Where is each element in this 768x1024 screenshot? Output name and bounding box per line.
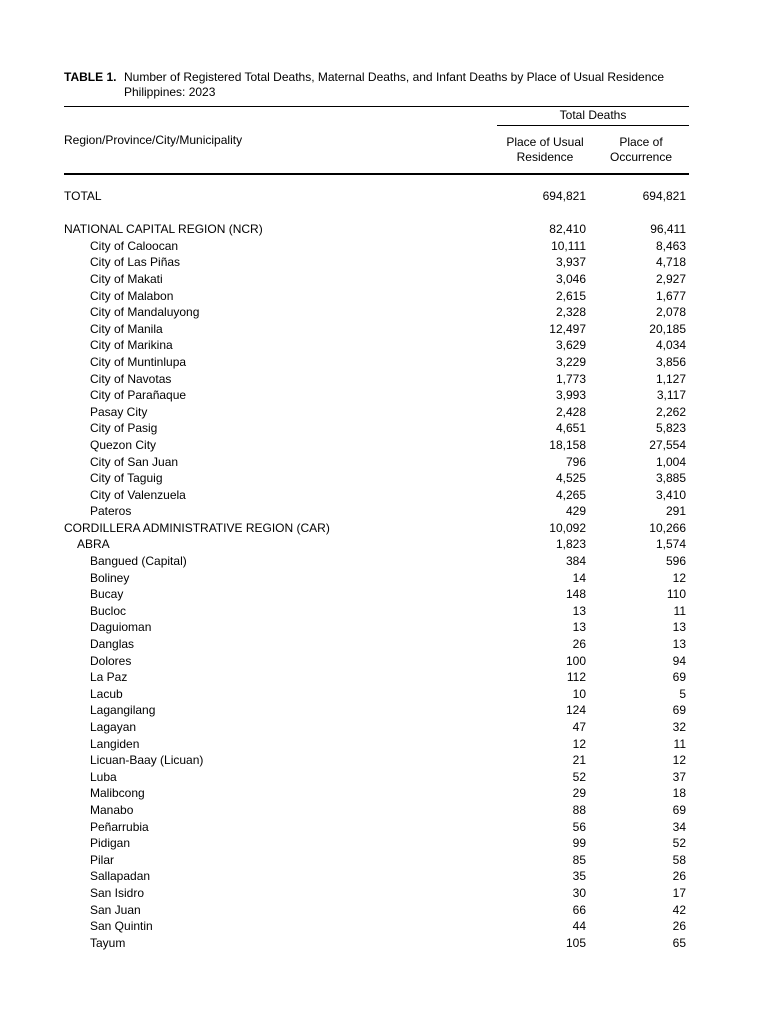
row-name: City of Manila xyxy=(90,321,163,336)
row-usual-residence-value: 1,773 xyxy=(555,371,586,386)
table-row xyxy=(64,902,686,919)
row-usual-residence-value: 1,823 xyxy=(555,537,586,552)
row-occurrence-value: 10,266 xyxy=(649,520,686,535)
table-row xyxy=(64,404,686,421)
header-occurrence xyxy=(593,135,689,165)
table-number: TABLE 1. xyxy=(64,70,117,84)
row-usual-residence-value: 12,497 xyxy=(549,321,586,336)
row-usual-residence-value: 2,615 xyxy=(555,288,586,303)
row-usual-residence-value: 796 xyxy=(565,454,586,469)
row-name: City of Caloocan xyxy=(90,238,179,253)
header-usual-residence xyxy=(497,135,593,165)
row-occurrence-value: 26 xyxy=(672,919,686,934)
row-occurrence-value: 1,574 xyxy=(655,537,686,552)
row-usual-residence-value: 13 xyxy=(572,620,586,635)
row-name: Quezon City xyxy=(90,437,157,452)
table-row xyxy=(64,387,686,404)
table-row xyxy=(64,520,686,537)
row-name: City of Mandaluyong xyxy=(90,305,200,320)
row-name: Pidigan xyxy=(90,836,131,851)
row-occurrence-value: 17 xyxy=(672,885,686,900)
row-occurrence-value: 2,927 xyxy=(655,271,686,286)
table-row xyxy=(64,669,686,686)
row-occurrence-value: 1,127 xyxy=(655,371,686,386)
row-usual-residence-value: 56 xyxy=(572,819,586,834)
row-name: City of Pasig xyxy=(90,421,158,436)
row-occurrence-value: 291 xyxy=(665,504,686,519)
row-name: Licuan-Baay (Licuan) xyxy=(90,753,204,768)
row-occurrence-value: 58 xyxy=(672,852,686,867)
table-row xyxy=(64,321,686,338)
table-row xyxy=(64,238,686,255)
row-name: Lacub xyxy=(90,686,123,701)
row-usual-residence-value: 52 xyxy=(572,769,586,784)
table-row xyxy=(64,271,686,288)
row-occurrence-value: 3,410 xyxy=(655,487,686,502)
header-usual-line1: Place of Usual xyxy=(506,135,584,149)
row-usual-residence-value: 47 xyxy=(572,720,586,734)
row-usual-residence-value: 10 xyxy=(572,686,586,701)
row-occurrence-value: 4,718 xyxy=(655,255,686,270)
row-name: San Juan xyxy=(90,902,141,917)
row-name: CORDILLERA ADMINISTRATIVE REGION (CAR) xyxy=(64,520,330,535)
row-occurrence-value: 12 xyxy=(672,753,686,768)
table-row xyxy=(64,719,686,736)
header-usual-line2: Residence xyxy=(516,150,574,164)
row-occurrence-value: 37 xyxy=(672,769,686,784)
table-row xyxy=(64,835,686,852)
row-usual-residence-value: 384 xyxy=(565,554,586,569)
row-name: City of Malabon xyxy=(90,288,174,303)
row-usual-residence-value: 85 xyxy=(572,852,586,867)
total-label: TOTAL xyxy=(64,189,102,203)
table-row xyxy=(64,254,686,271)
row-name: Langiden xyxy=(90,736,140,751)
row-name: Bangued (Capital) xyxy=(90,554,187,569)
table-row xyxy=(64,852,686,869)
row-occurrence-value: 96,411 xyxy=(650,222,686,237)
row-name: Manabo xyxy=(90,802,134,817)
row-occurrence-value: 3,117 xyxy=(656,388,686,403)
row-occurrence-value: 4,034 xyxy=(655,338,686,353)
row-occurrence-value: 69 xyxy=(672,802,686,817)
row-name: City of Taguig xyxy=(90,471,163,486)
row-usual-residence-value: 18,158 xyxy=(549,437,586,452)
spacer xyxy=(64,205,686,222)
table-title xyxy=(64,70,692,100)
row-occurrence-value: 18 xyxy=(672,786,686,801)
row-name: Luba xyxy=(90,769,117,784)
row-usual-residence-value: 44 xyxy=(572,919,586,934)
row-usual-residence-value: 21 xyxy=(572,753,586,768)
header-occurrence-line1: Place of xyxy=(619,135,663,149)
row-usual-residence-value: 13 xyxy=(572,603,586,618)
row-usual-residence-value: 3,993 xyxy=(555,388,586,403)
row-name: La Paz xyxy=(90,670,128,685)
row-occurrence-value: 8,463 xyxy=(655,238,686,253)
row-occurrence-value: 94 xyxy=(672,653,686,668)
row-usual-residence-value: 100 xyxy=(565,653,586,668)
row-occurrence-value: 27,554 xyxy=(649,437,686,452)
row-usual-residence-value: 4,525 xyxy=(555,471,586,486)
row-name: Pilar xyxy=(90,852,115,867)
table-row xyxy=(64,603,686,620)
row-occurrence-value: 26 xyxy=(672,869,686,884)
row-usual-residence-value: 4,265 xyxy=(555,487,586,502)
row-name: San Quintin xyxy=(90,919,153,934)
row-usual-residence-value: 10,111 xyxy=(551,238,586,253)
row-usual-residence-value: 2,328 xyxy=(555,305,586,320)
table-row xyxy=(64,636,686,653)
total-usual-value: 694,821 xyxy=(542,189,586,203)
table-row xyxy=(64,686,686,703)
table-row xyxy=(64,819,686,836)
row-name: Lagayan xyxy=(90,720,137,734)
row-usual-residence-value: 124 xyxy=(565,703,586,718)
table-row xyxy=(64,802,686,819)
row-occurrence-value: 11 xyxy=(673,736,686,751)
row-name: City of Parañaque xyxy=(90,388,187,403)
row-usual-residence-value: 2,428 xyxy=(555,404,586,419)
row-usual-residence-value: 88 xyxy=(572,802,586,817)
row-occurrence-value: 32 xyxy=(672,720,686,734)
row-occurrence-value: 1,677 xyxy=(655,288,686,303)
table-row xyxy=(64,885,686,902)
row-usual-residence-value: 30 xyxy=(572,885,586,900)
row-name: City of Marikina xyxy=(90,338,173,353)
table-row xyxy=(64,503,686,520)
row-name: City of Muntinlupa xyxy=(90,354,187,369)
table-row xyxy=(64,702,686,719)
row-name: San Isidro xyxy=(90,885,145,900)
row-name: Bucay xyxy=(90,587,124,602)
row-occurrence-value: 65 xyxy=(672,935,686,950)
header-bottom-rule xyxy=(64,173,689,175)
row-name: Tayum xyxy=(90,935,126,950)
row-usual-residence-value: 148 xyxy=(565,587,586,602)
row-name: Lagangilang xyxy=(90,703,156,718)
table-row xyxy=(64,918,686,935)
table-row xyxy=(64,420,686,437)
row-usual-residence-value: 26 xyxy=(572,637,586,652)
group-rule xyxy=(497,125,689,126)
row-name: City of Valenzuela xyxy=(90,487,186,502)
table-row xyxy=(64,437,686,454)
row-name: Pateros xyxy=(90,504,132,519)
row-occurrence-value: 5 xyxy=(679,686,686,701)
table-row xyxy=(64,470,686,487)
table-row xyxy=(64,288,686,305)
row-occurrence-value: 3,885 xyxy=(655,471,686,486)
table-row xyxy=(64,653,686,670)
row-occurrence-value: 5,823 xyxy=(655,421,686,436)
row-occurrence-value: 13 xyxy=(672,620,686,635)
row-usual-residence-value: 3,629 xyxy=(555,338,586,353)
row-usual-residence-value: 35 xyxy=(572,869,586,884)
table-row xyxy=(64,371,686,388)
row-occurrence-value: 20,185 xyxy=(649,321,686,336)
row-usual-residence-value: 3,046 xyxy=(555,271,586,286)
row-name: Sallapadan xyxy=(90,869,151,884)
row-usual-residence-value: 3,937 xyxy=(555,255,586,270)
row-usual-residence-value: 105 xyxy=(565,935,586,950)
table-row xyxy=(64,769,686,786)
table-row xyxy=(64,354,686,371)
row-usual-residence-value: 3,229 xyxy=(555,354,586,369)
table-row xyxy=(64,570,686,587)
row-occurrence-value: 69 xyxy=(672,670,686,685)
row-occurrence-value: 34 xyxy=(672,819,686,834)
row-name: Malibcong xyxy=(90,786,145,801)
total-occurrence-value: 694,821 xyxy=(642,189,686,203)
table-row xyxy=(64,337,686,354)
table-row xyxy=(64,586,686,603)
row-name: Danglas xyxy=(90,637,135,652)
row-usual-residence-value: 429 xyxy=(565,504,586,519)
row-usual-residence-value: 12 xyxy=(572,736,586,751)
table-row xyxy=(64,454,686,471)
table-row xyxy=(64,935,686,952)
row-occurrence-value: 110 xyxy=(666,587,686,602)
row-name: City of San Juan xyxy=(90,454,179,469)
row-name: Peñarrubia xyxy=(90,819,149,834)
header-total-deaths: Total Deaths xyxy=(559,108,627,122)
row-occurrence-value: 42 xyxy=(672,902,686,917)
header-occurrence-line2: Occurrence xyxy=(609,150,673,164)
table-body xyxy=(64,188,686,951)
row-occurrence-value: 69 xyxy=(672,703,686,718)
row-usual-residence-value: 99 xyxy=(572,836,586,851)
row-name: Bucloc xyxy=(90,603,127,618)
row-occurrence-value: 2,262 xyxy=(655,404,686,419)
row-usual-residence-value: 29 xyxy=(572,786,586,801)
row-usual-residence-value: 10,092 xyxy=(549,520,586,535)
row-occurrence-value: 12 xyxy=(672,570,686,585)
table-row xyxy=(64,487,686,504)
row-occurrence-value: 1,004 xyxy=(655,454,686,469)
table-row xyxy=(64,536,686,553)
total-row xyxy=(64,188,686,205)
row-occurrence-value: 52 xyxy=(672,836,686,851)
row-usual-residence-value: 82,410 xyxy=(549,222,586,237)
row-name: Dolores xyxy=(90,653,132,668)
table-row xyxy=(64,221,686,238)
row-name: City of Las Piñas xyxy=(90,255,181,270)
row-usual-residence-value: 4,651 xyxy=(555,421,586,436)
row-name: City of Navotas xyxy=(90,371,172,386)
data-rows xyxy=(64,221,686,951)
row-occurrence-value: 11 xyxy=(673,603,686,618)
header-region-column: Region/Province/City/Municipality xyxy=(64,133,243,147)
row-name: Daguioman xyxy=(90,620,152,635)
row-name: ABRA xyxy=(77,537,110,552)
table-row xyxy=(64,619,686,636)
table-row xyxy=(64,868,686,885)
row-name: City of Makati xyxy=(90,271,163,286)
row-occurrence-value: 596 xyxy=(665,554,686,569)
table-subtitle: Philippines: 2023 xyxy=(124,85,216,99)
row-usual-residence-value: 14 xyxy=(572,570,586,585)
table-row xyxy=(64,553,686,570)
row-name: Boliney xyxy=(90,570,130,585)
row-occurrence-value: 13 xyxy=(672,637,686,652)
row-occurrence-value: 2,078 xyxy=(655,305,686,320)
row-occurrence-value: 3,856 xyxy=(655,354,686,369)
table-title-text: Number of Registered Total Deaths, Maternal Deaths, and Infant Deaths by Place of Usual Residence xyxy=(124,70,665,84)
row-usual-residence-value: 112 xyxy=(566,670,586,685)
top-rule xyxy=(64,106,689,107)
table-row xyxy=(64,785,686,802)
row-usual-residence-value: 66 xyxy=(572,902,586,917)
table-row xyxy=(64,752,686,769)
row-name: Pasay City xyxy=(90,404,148,419)
row-name: NATIONAL CAPITAL REGION (NCR) xyxy=(64,222,263,237)
table-row xyxy=(64,736,686,753)
table-row xyxy=(64,304,686,321)
